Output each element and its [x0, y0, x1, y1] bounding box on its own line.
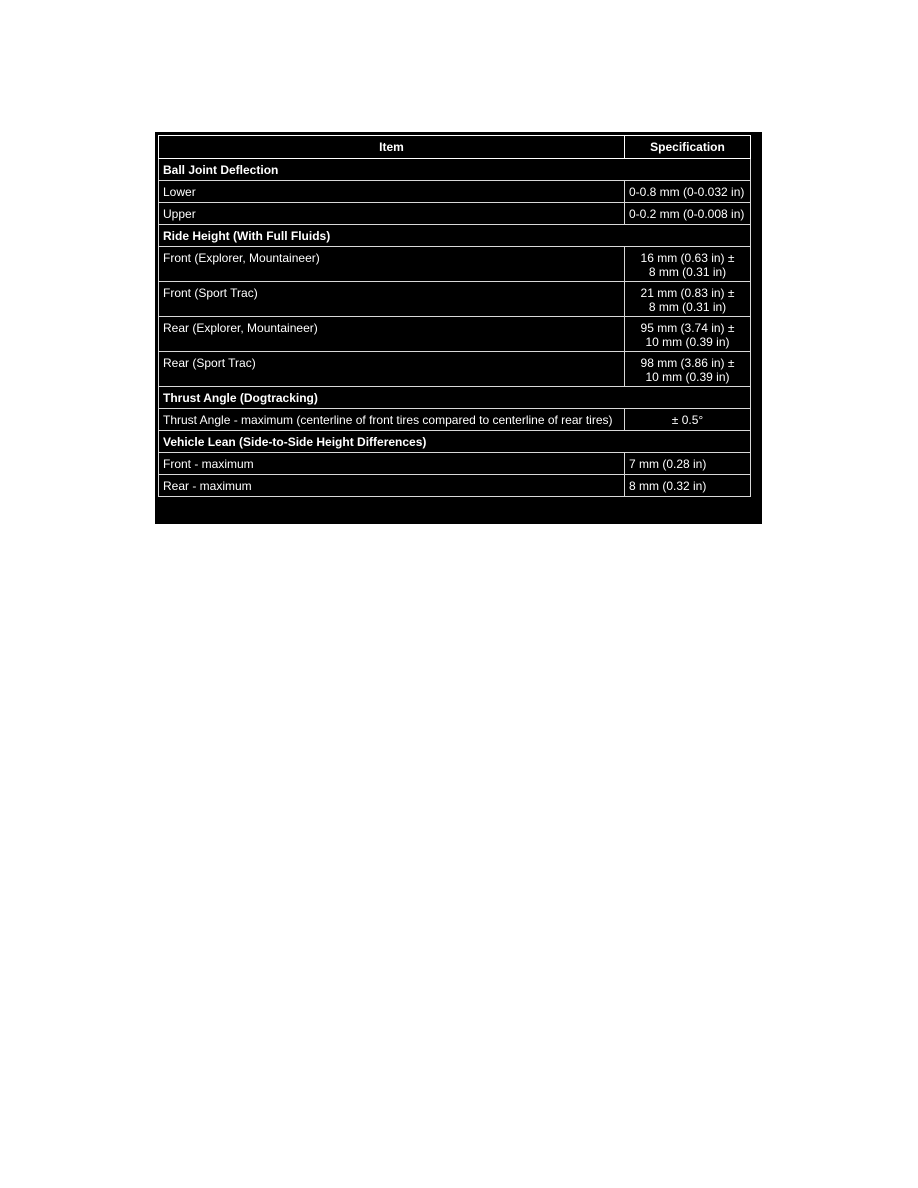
item-cell: Front (Sport Trac): [159, 282, 625, 317]
table-row: [159, 352, 751, 387]
specification-cell: [625, 181, 751, 203]
item-cell: Upper: [159, 203, 625, 225]
specification-value-line: 8 mm (0.31 in): [648, 265, 727, 279]
specification-value-line: 8 mm (0.31 in): [648, 300, 727, 314]
specification-column-header: Specification: [625, 136, 751, 159]
specification-cell: [625, 203, 751, 225]
specification-cell: [625, 453, 751, 475]
section-title: Ball Joint Deflection: [159, 159, 751, 181]
table-header-row: [159, 136, 751, 159]
item-cell: Rear - maximum: [159, 475, 625, 497]
specification-value-line: ± 0.5°: [671, 412, 704, 427]
item-cell: Front - maximum: [159, 453, 625, 475]
section-header-row: [159, 159, 751, 181]
specification-cell: [625, 409, 751, 431]
section-header-row: [159, 431, 751, 453]
specification-value-line: 95 mm (3.74 in) ±: [640, 321, 735, 335]
specification-value-line: 21 mm (0.83 in) ±: [640, 286, 735, 300]
specification-box: [155, 132, 762, 524]
specification-value-line: 10 mm (0.39 in): [645, 370, 730, 384]
specification-cell: [625, 282, 751, 317]
section-header-row: [159, 225, 751, 247]
specification-value-line: 98 mm (3.86 in) ±: [640, 356, 735, 370]
item-cell: Thrust Angle - maximum (centerline of front tires compared to centerline of rear tires): [159, 409, 625, 431]
specification-value-line: 7 mm (0.28 in): [629, 456, 707, 471]
item-cell: Front (Explorer, Mountaineer): [159, 247, 625, 282]
table-row: [159, 203, 751, 225]
item-cell: Rear (Sport Trac): [159, 352, 625, 387]
specification-cell: [625, 352, 751, 387]
specification-value-line: 16 mm (0.63 in) ±: [640, 251, 735, 265]
table-body: [159, 159, 751, 497]
table-row: [159, 409, 751, 431]
table-row: [159, 475, 751, 497]
specification-value-line: 8 mm (0.32 in): [629, 478, 707, 493]
section-title: Ride Height (With Full Fluids): [159, 225, 751, 247]
table-row: [159, 282, 751, 317]
table-row: [159, 181, 751, 203]
specification-value-line: 0-0.2 mm (0-0.008 in): [629, 206, 745, 221]
section-title: Vehicle Lean (Side-to-Side Height Differences): [159, 431, 751, 453]
table-row: [159, 247, 751, 282]
item-column-header: Item: [159, 136, 625, 159]
specification-value-line: 0-0.8 mm (0-0.032 in): [629, 184, 745, 199]
specification-cell: [625, 247, 751, 282]
section-header-row: [159, 387, 751, 409]
specification-value-line: 10 mm (0.39 in): [645, 335, 730, 349]
table-row: [159, 453, 751, 475]
item-cell: Lower: [159, 181, 625, 203]
table-row: [159, 317, 751, 352]
section-title: Thrust Angle (Dogtracking): [159, 387, 751, 409]
specification-table: [158, 135, 751, 497]
specification-cell: [625, 317, 751, 352]
item-cell: Rear (Explorer, Mountaineer): [159, 317, 625, 352]
specification-cell: [625, 475, 751, 497]
